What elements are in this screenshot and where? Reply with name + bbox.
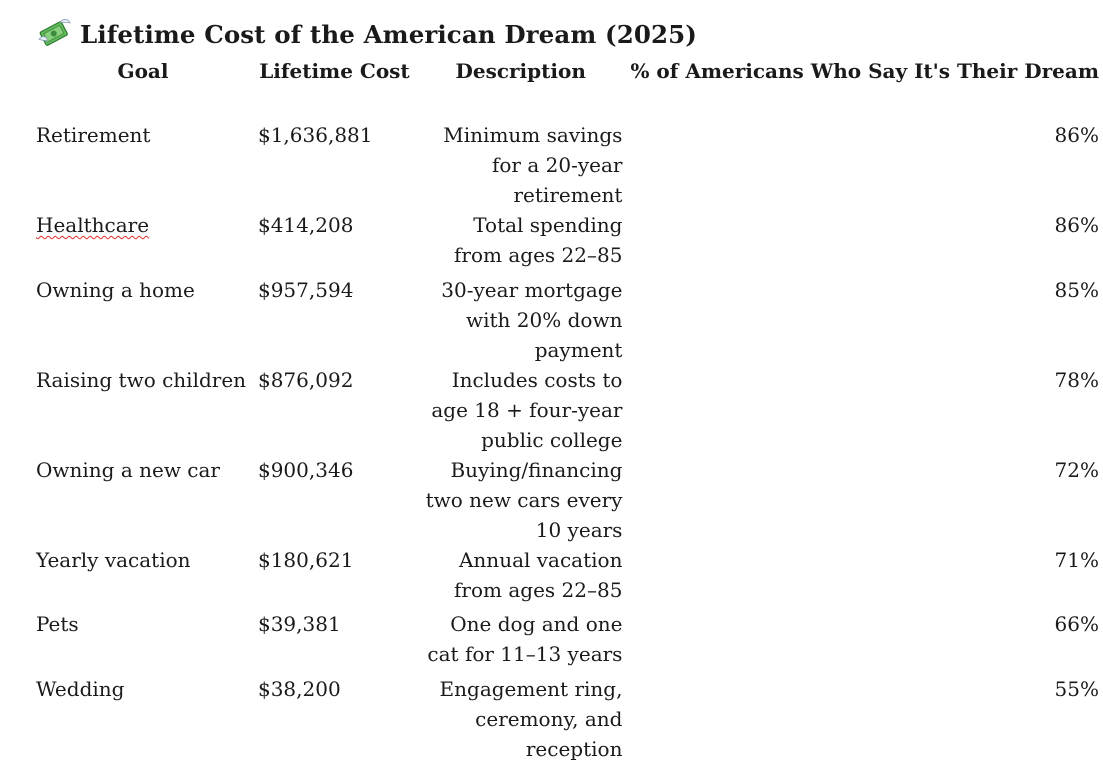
column-header-cost: Lifetime Cost — [259, 59, 410, 83]
goal-cell: Retirement — [36, 123, 151, 147]
money-with-wings-icon — [36, 17, 72, 51]
table-row — [32, 674, 1103, 764]
description-cell: Minimum savings for a 20-year retirement — [443, 123, 623, 207]
description-cell: One dog and one cat for 11–13 years — [427, 612, 623, 666]
description-cell: Total spending from ages 22–85 — [454, 213, 623, 267]
cost-cell: $180,621 — [257, 547, 354, 572]
percent-cell: 86% — [1054, 213, 1099, 237]
column-header-description: Description — [455, 59, 586, 83]
table-row — [32, 120, 1103, 210]
table-row — [32, 455, 1103, 545]
table-row — [32, 275, 1103, 365]
cost-cell: $876,092 — [257, 367, 354, 392]
goal-cell — [32, 210, 254, 275]
title-row — [36, 14, 697, 54]
spellcheck-underlined-text: Healthcare — [36, 213, 150, 237]
goal-cell: Raising two children — [36, 367, 247, 392]
table-row — [32, 365, 1103, 455]
percent-cell: 78% — [1054, 367, 1099, 392]
cost-cell: $1,636,881 — [257, 123, 373, 147]
goal-cell: Wedding — [36, 676, 125, 701]
cost-cell: $957,594 — [257, 277, 354, 302]
page-title: Lifetime Cost of the American Dream (2025) — [80, 19, 697, 49]
goal-cell: Owning a home — [36, 277, 195, 302]
cost-cell: $39,381 — [257, 612, 341, 636]
percent-cell: 71% — [1054, 547, 1099, 572]
description-cell: Engagement ring, ceremony, and reception — [439, 676, 623, 761]
cost-cell: $38,200 — [257, 676, 341, 701]
percent-cell: 72% — [1054, 457, 1099, 482]
description-cell: Annual vacation from ages 22–85 — [454, 547, 623, 602]
percent-cell: 55% — [1054, 676, 1099, 701]
cost-cell: $900,346 — [257, 457, 354, 482]
description-cell: 30-year mortgage with 20% down payment — [441, 277, 623, 362]
percent-cell: 85% — [1054, 277, 1099, 302]
table-row — [32, 545, 1103, 610]
percent-cell: 86% — [1054, 123, 1099, 147]
column-header-goal: Goal — [117, 59, 169, 83]
description-cell: Buying/financing two new cars every 10 years — [425, 457, 623, 542]
table-header-row — [32, 56, 1103, 120]
column-header-percent: % of Americans Who Say It's Their Dream — [630, 59, 1099, 83]
cost-cell: $414,208 — [257, 213, 354, 237]
percent-cell: 66% — [1054, 612, 1099, 636]
goal-cell: Pets — [36, 612, 79, 636]
goal-cell: Owning a new car — [36, 457, 220, 482]
table-row — [32, 609, 1103, 674]
description-cell: Includes costs to age 18 + four-year public college — [431, 367, 623, 452]
cost-table — [32, 56, 1103, 764]
goal-cell: Yearly vacation — [36, 547, 191, 572]
table-row — [32, 210, 1103, 275]
